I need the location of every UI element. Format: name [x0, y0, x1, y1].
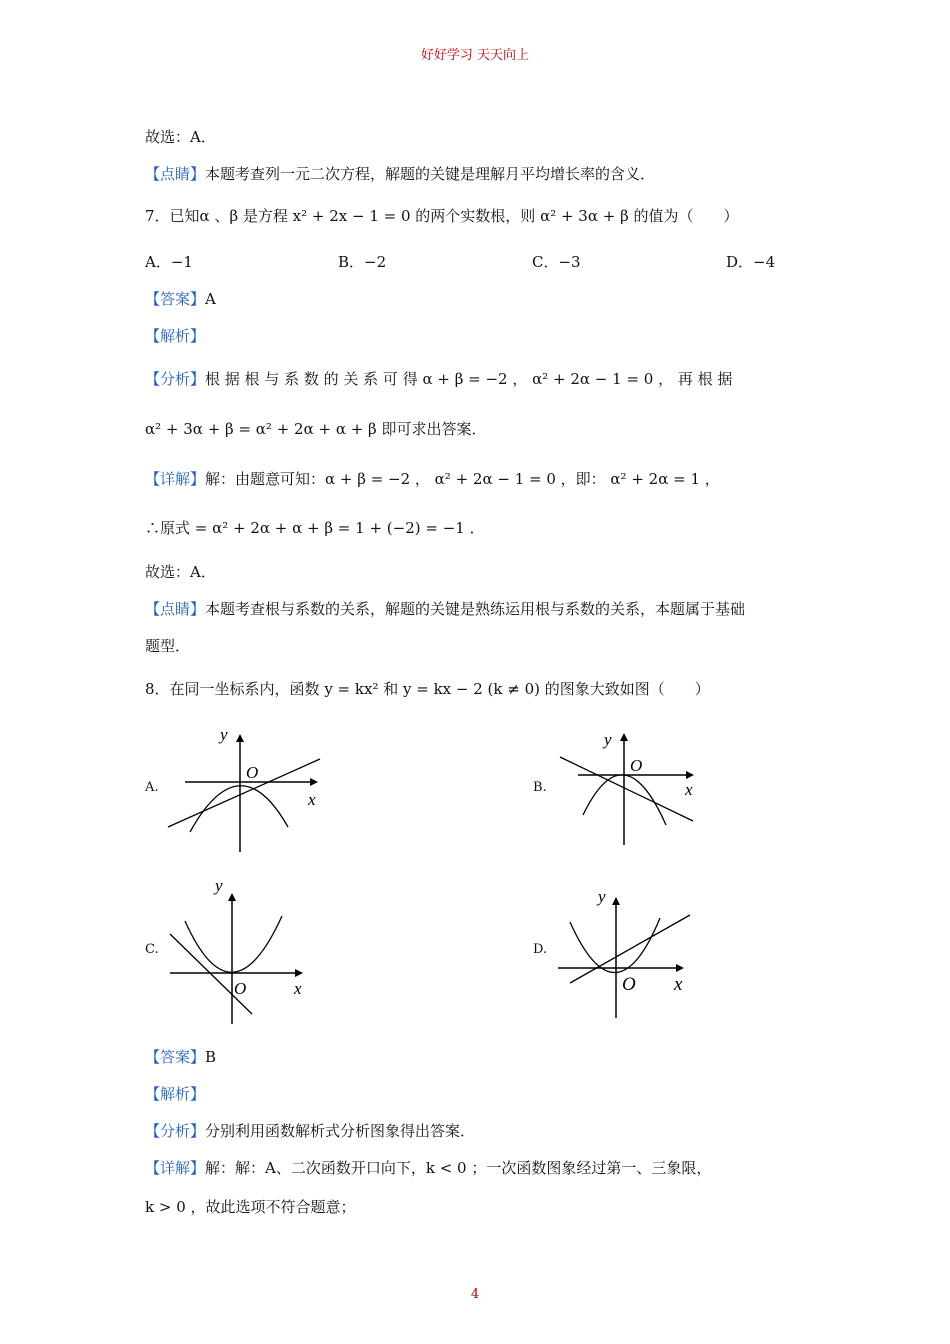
graph-c-y-label: y	[215, 876, 223, 895]
graph-d-y-label: y	[598, 887, 606, 906]
graph-b-y-label: y	[604, 730, 612, 749]
q7-answer	[145, 288, 216, 309]
graph-b	[548, 725, 708, 850]
q7-note-line2: 题型．	[145, 637, 191, 655]
q7-note-line1	[145, 598, 745, 619]
q7-stem: 7．已知α 、β 是方程 x² + 2x − 1 = 0 的两个实数根，则 α² + 3α + β 的值为（ ）	[145, 207, 739, 225]
q8-analysis-tag: 【解析】	[145, 1085, 206, 1103]
q7-choose: 故选：A．	[145, 563, 216, 581]
detail-text: 解：解：A、二次函数开口向下，k < 0 ；一次函数图象经过第一、三象限，	[205, 1159, 712, 1177]
graph-c-o-label: O	[234, 979, 247, 998]
q7-option-a: A．−1	[145, 253, 193, 271]
graph-b-o-label: O	[630, 756, 643, 775]
choose-line: 故选：A．	[145, 128, 216, 146]
fenxi-text: 根 据 根 与 系 数 的 关 系 可 得 α + β = −2 ， α² + 2α − 1 = 0 ， 再 根 据	[205, 370, 733, 388]
q8-stem: 8．在同一坐标系内，函数 y = kx² 和 y = kx − 2 (k ≠ 0) 的图象大致如图（ ）	[145, 680, 710, 698]
fenxi-text: 分别利用函数解析式分析图象得出答案．	[205, 1122, 476, 1140]
q7-fenxi-line1	[145, 368, 732, 389]
note-tag: 【点睛】	[145, 600, 206, 618]
answer-value: A	[205, 290, 216, 308]
page-number: 4	[470, 1287, 480, 1302]
note-line	[145, 163, 655, 184]
q8-detail-line2: k > 0 ，故此选项不符合题意；	[145, 1198, 356, 1216]
q7-fenxi-line2: α² + 3α + β = α² + 2α + α + β 即可求出答案．	[145, 420, 487, 438]
q8-answer	[145, 1046, 216, 1067]
detail-tag: 【详解】	[145, 470, 206, 488]
fenxi-tag: 【分析】	[145, 1122, 206, 1140]
note-text: 本题考查根与系数的关系，解题的关键是熟练运用根与系数的关系，本题属于基础	[205, 600, 746, 618]
graph-d	[548, 880, 708, 1022]
detail-text: 解：由题意可知：α + β = −2 ， α² + 2α − 1 = 0 ，即： α² + 2α = 1 ，	[205, 470, 720, 488]
q7-detail-line2: ∴原式 = α² + 2α + α + β = 1 + (−2) = −1 ．	[145, 519, 485, 537]
answer-value: B	[205, 1048, 217, 1066]
graph-b-x-label: x	[685, 780, 693, 799]
graph-a-label: A.	[145, 780, 159, 795]
note-text: 本题考查列一元二次方程，解题的关键是理解月平均增长率的含义．	[205, 165, 656, 183]
graph-d-x-label: x	[674, 974, 683, 995]
fenxi-tag: 【分析】	[145, 370, 206, 388]
q8-fenxi	[145, 1120, 475, 1141]
graph-a	[160, 722, 335, 857]
q7-analysis-tag: 【解析】	[145, 327, 206, 345]
q7-option-d: D．−4	[726, 253, 776, 271]
answer-tag: 【答案】	[145, 290, 206, 308]
detail-tag: 【详解】	[145, 1159, 206, 1177]
page-header: 好好学习 天天向上	[420, 48, 530, 63]
graph-b-label: B.	[533, 780, 547, 795]
q7-option-b: B．−2	[338, 253, 387, 271]
graph-d-o-label: O	[622, 974, 636, 995]
graph-d-label: D.	[533, 942, 548, 957]
graph-a-x-label: x	[308, 790, 316, 809]
q7-option-c: C．−3	[532, 253, 581, 271]
graph-c	[160, 876, 330, 1026]
answer-tag: 【答案】	[145, 1048, 206, 1066]
q8-detail-line1	[145, 1157, 711, 1178]
graph-a-o-label: O	[246, 763, 259, 782]
graph-a-y-label: y	[220, 725, 228, 744]
graph-c-x-label: x	[294, 979, 302, 998]
q7-detail-line1	[145, 468, 720, 489]
note-tag: 【点睛】	[145, 165, 206, 183]
graph-c-label: C.	[145, 942, 159, 957]
